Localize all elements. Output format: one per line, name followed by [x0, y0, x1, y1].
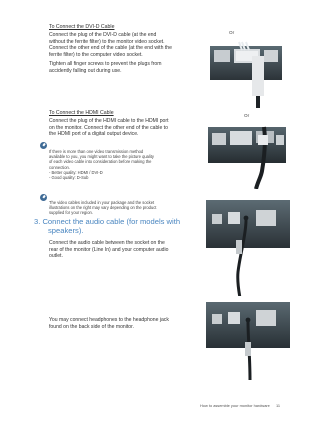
dvi-connection-photo	[206, 36, 286, 108]
dvi-line-3: Connect the other end of the cable (at the end with the	[49, 45, 172, 52]
note1-line-5: - Better quality: HDMI / DVI-D	[49, 169, 103, 175]
hdmi-connection-photo	[206, 119, 288, 189]
note-icon	[40, 194, 47, 201]
hdmi-line-2: on the monitor. Connect the other end of the cable to	[49, 124, 168, 131]
note2-line-1: The video cables included in your package and the socket	[49, 200, 155, 205]
dvi-line-2: without the ferrite filter) to the monitor video socket.	[49, 38, 165, 45]
note1-line-4: connection.	[49, 164, 70, 170]
hdmi-line-1: Connect the plug of the HDMI cable to the HDMI port	[49, 118, 169, 124]
page-number: 11	[276, 403, 281, 408]
note1-line-6: - Good quality: D-Sub	[49, 175, 89, 181]
note1-line-1: If there is more than one video transmission method	[49, 149, 144, 154]
dvi-instructions	[49, 32, 199, 75]
step-3-title-line-1: 3. Connect the audio cable (for models with	[34, 217, 181, 226]
audio-line-2: rear of the monitor (Line In) and your computer audio	[49, 246, 169, 253]
footer-section-title: How to assemble your monitor hardware	[200, 403, 270, 408]
audio-line-1: Connect the audio cable between the socket on the	[49, 240, 165, 246]
dvi-line-4: ferrite filter) to the computer video socket.	[49, 51, 143, 58]
dvi-or-label: Or	[229, 30, 235, 35]
cable-variation-note	[49, 200, 201, 216]
headphone-instructions	[49, 317, 199, 330]
hdmi-instructions	[49, 118, 199, 138]
dvi-line-5: Tighten all finger screws to prevent the plugs from	[49, 61, 162, 68]
headphone-line-2: found on the back side of the monitor.	[49, 323, 134, 330]
dvi-line-1: Connect the plug of the DVI-D cable (at the end	[49, 32, 157, 38]
dvi-heading: To Connect the DVI-D Cable	[49, 24, 115, 30]
audio-connection-photo	[206, 196, 290, 298]
note1-line-3: of each video cable into consideration before making the	[49, 159, 152, 165]
headphone-line-1: You may connect headphones to the headphone jack	[49, 317, 169, 323]
hdmi-or-label: Or	[244, 113, 250, 118]
note2-line-3: supplied for your region.	[49, 210, 93, 216]
dvi-line-6: accidently falling out during use.	[49, 67, 122, 74]
step-3-title	[34, 217, 209, 235]
video-quality-note	[49, 149, 201, 180]
audio-instructions	[49, 240, 199, 260]
hdmi-heading: To Connect the HDMI Cable	[49, 110, 114, 116]
headphone-connection-photo	[206, 296, 290, 380]
step-3-title-line-2: speakers).	[48, 226, 84, 235]
audio-line-3: outlet.	[49, 253, 63, 260]
note1-line-2: available to you, you might want to take the picture quality	[49, 154, 154, 160]
note-icon	[40, 142, 47, 149]
note2-line-2: illustrations on the right may vary depending on the product	[49, 205, 157, 211]
hdmi-line-3: the HDMI port of a digital output device.	[49, 131, 139, 138]
